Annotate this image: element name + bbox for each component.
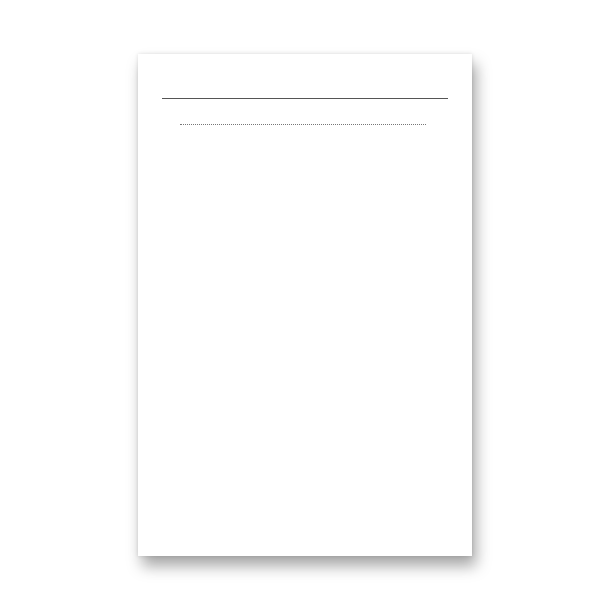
book-page — [138, 54, 472, 556]
table-of-contents — [178, 108, 428, 139]
chapter-heading — [178, 115, 428, 139]
running-header — [162, 82, 448, 99]
